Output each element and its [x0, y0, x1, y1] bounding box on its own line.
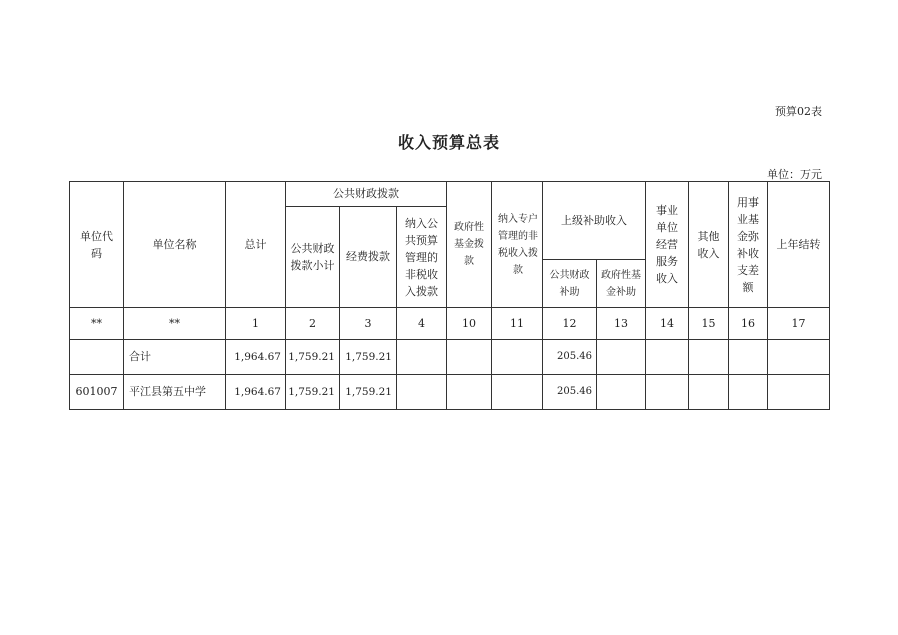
header-carryover: 上年结转	[768, 182, 830, 308]
page-title: 收入预算总表	[397, 133, 500, 152]
header-gov-fund: 政府性基金拨款	[447, 182, 492, 308]
cell-gov-fund	[447, 375, 492, 410]
index-row	[70, 308, 830, 340]
cell-carryover	[768, 340, 830, 375]
cell-nontax-budget	[397, 340, 447, 375]
cell-code: 601007	[70, 375, 124, 410]
cell-nontax-budget	[397, 375, 447, 410]
cell-other-income	[689, 375, 729, 410]
cell-name: 合计	[124, 340, 226, 375]
header-total: 总计	[226, 182, 286, 308]
header-public-finance: 公共财政拨款	[286, 182, 447, 207]
cell-special-nontax	[492, 375, 543, 410]
cell-gov-fund-subsidy	[597, 340, 646, 375]
header-business-service: 事业单位经营服务收入	[646, 182, 689, 308]
index-cell: 1	[226, 308, 286, 340]
cell-operating-funds: 1,759.21	[340, 340, 397, 375]
cell-gov-fund	[447, 340, 492, 375]
header-fund-offset: 用事业基金弥补收支差额	[729, 182, 768, 308]
cell-total: 1,964.67	[226, 340, 286, 375]
cell-carryover	[768, 375, 830, 410]
unit-label: 单位：万元	[767, 168, 822, 181]
header-gov-fund-subsidy: 政府性基金补助	[597, 260, 646, 308]
budget-table	[69, 181, 830, 410]
cell-name: 平江县第五中学	[124, 375, 226, 410]
index-cell: 17	[768, 308, 830, 340]
cell-business-service	[646, 375, 689, 410]
header-unit-name: 单位名称	[124, 182, 226, 308]
header-pf-subsidy: 公共财政补助	[543, 260, 597, 308]
cell-business-service	[646, 340, 689, 375]
cell-total: 1,964.67	[226, 375, 286, 410]
cell-pf-subtotal: 1,759.21	[286, 340, 340, 375]
index-cell: 16	[729, 308, 768, 340]
cell-pf-subsidy: 205.46	[543, 375, 597, 410]
index-cell: 4	[397, 308, 447, 340]
table-row	[70, 340, 830, 375]
header-unit-code: 单位代码	[70, 182, 124, 308]
header-superior-subsidy: 上级补助收入	[543, 182, 646, 260]
index-cell: 11	[492, 308, 543, 340]
header-operating-funds: 经费拨款	[340, 207, 397, 308]
cell-gov-fund-subsidy	[597, 375, 646, 410]
index-cell: 15	[689, 308, 729, 340]
cell-fund-offset	[729, 375, 768, 410]
index-cell: **	[124, 308, 226, 340]
cell-special-nontax	[492, 340, 543, 375]
cell-pf-subsidy: 205.46	[543, 340, 597, 375]
index-cell: 14	[646, 308, 689, 340]
cell-other-income	[689, 340, 729, 375]
header-special-nontax: 纳入专户管理的非税收入拨款	[492, 182, 543, 308]
index-cell: 2	[286, 308, 340, 340]
index-cell: **	[70, 308, 124, 340]
index-cell: 10	[447, 308, 492, 340]
form-number: 预算02表	[775, 105, 822, 118]
table-row	[70, 375, 830, 410]
cell-code	[70, 340, 124, 375]
cell-pf-subtotal: 1,759.21	[286, 375, 340, 410]
index-cell: 13	[597, 308, 646, 340]
header-nontax-budget: 纳入公共预算管理的非税收入拨款	[397, 207, 447, 308]
header-other-income: 其他收入	[689, 182, 729, 308]
index-cell: 3	[340, 308, 397, 340]
index-cell: 12	[543, 308, 597, 340]
cell-fund-offset	[729, 340, 768, 375]
cell-operating-funds: 1,759.21	[340, 375, 397, 410]
header-pf-subtotal: 公共财政拨款小计	[286, 207, 340, 308]
